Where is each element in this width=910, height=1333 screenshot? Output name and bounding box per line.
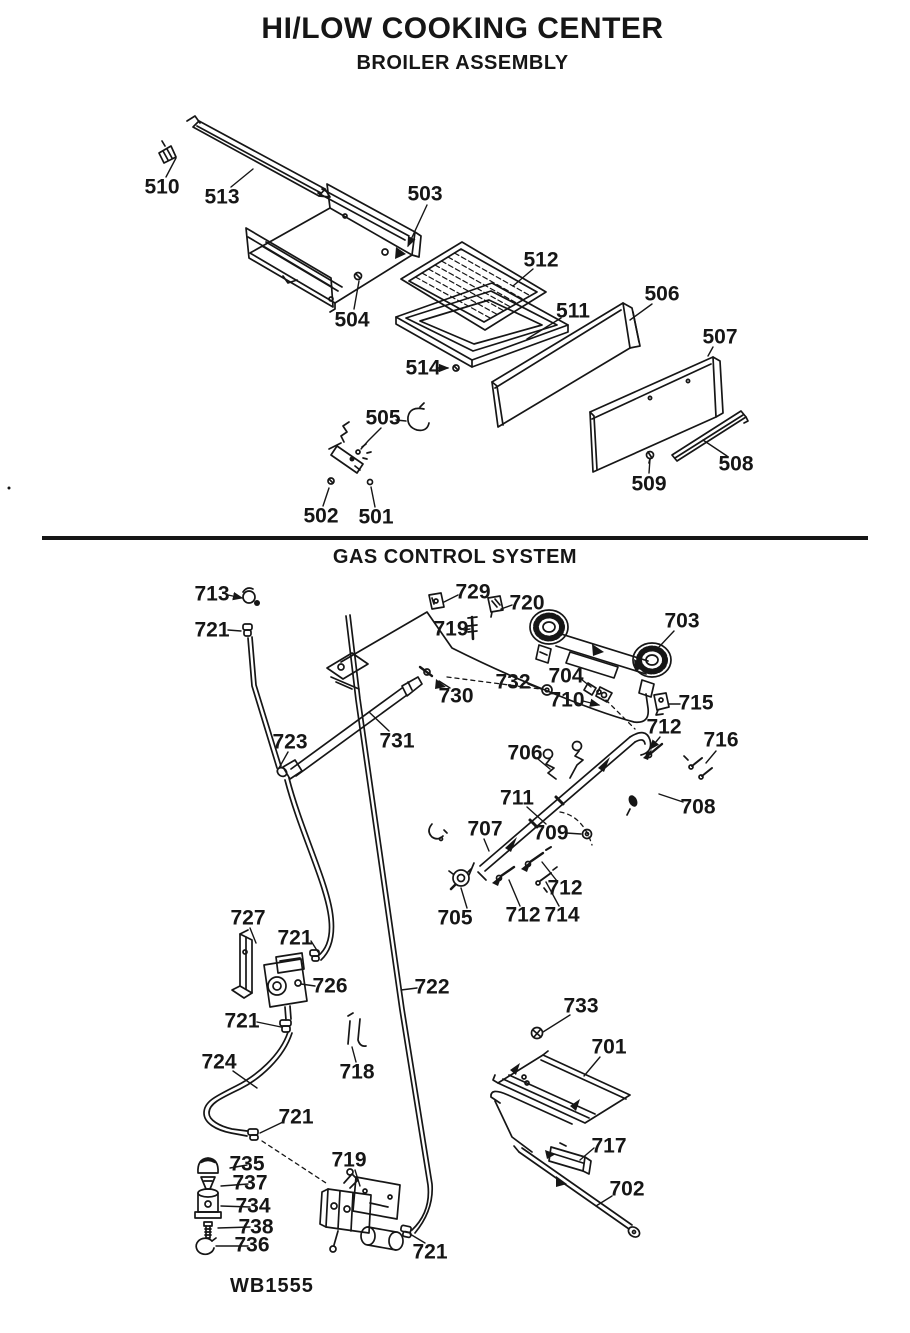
part-callout-511: 511 [556,299,590,323]
part-callout-702: 702 [609,1177,645,1201]
part-719-valve-body-art [320,1169,403,1252]
part-715-clip-art [654,693,669,715]
part-callout-717: 717 [591,1134,627,1158]
part-callout-722: 722 [414,975,450,999]
page-title: HI/LOW COOKING CENTER [261,12,664,45]
part-callout-712: 712 [505,903,541,927]
part-callout-710: 710 [549,688,585,712]
part-callout-506: 506 [644,282,680,306]
part-callout-731: 731 [379,729,415,753]
part-callout-507: 507 [702,325,738,349]
part-callout-719: 719 [331,1148,367,1172]
part-721-fitting-left-art [280,1020,291,1032]
part-callout-724: 724 [201,1050,237,1074]
part-710-tube-art [341,612,648,722]
section-title-gas-control: GAS CONTROL SYSTEM [332,546,578,568]
part-505-hook-art [408,403,429,430]
part-729-clip-art [429,593,444,609]
part-callout-706: 706 [507,741,543,765]
part-callout-711: 711 [500,786,534,810]
part-callout-737: 737 [232,1171,268,1195]
part-callout-707: 707 [467,817,503,841]
part-706-valve-stems-art [544,742,584,780]
part-callout-733: 733 [563,994,599,1018]
part-callout-718: 718 [339,1060,375,1084]
part-501-bracket-art [329,422,373,485]
part-718-clip-art [348,1013,366,1046]
stray-mark [8,487,11,490]
part-514-screw-art [453,365,459,371]
part-709-ring-art [583,830,592,839]
part-callout-723: 723 [272,730,308,754]
part-callout-502: 502 [303,504,339,528]
part-callout-505: 505 [365,406,401,430]
part-callout-716: 716 [703,728,739,752]
part-callout-512: 512 [523,248,559,272]
part-callout-513: 513 [204,185,240,209]
part-callout-514: 514 [405,356,441,380]
part-callout-705: 705 [437,906,473,930]
document-number: WB1555 [230,1275,314,1297]
part-callout-504: 504 [334,308,370,332]
part-callout-735: 735 [229,1152,265,1176]
part-callout-721: 721 [224,1009,260,1033]
part-721-fitting-mid-art [248,1129,258,1140]
part-callout-703: 703 [664,609,700,633]
part-callout-712: 712 [646,715,682,739]
part-callout-721: 721 [194,618,230,642]
part-502-screw-art [328,478,334,484]
part-721-fitting-top-art [243,624,252,636]
part-callout-719: 719 [433,617,469,641]
part-callout-709: 709 [533,821,569,845]
part-735-cap-art [198,1158,218,1173]
part-510-support-art [159,141,176,163]
part-733-screw-art [532,1028,543,1039]
part-707-clip-art [429,824,447,841]
part-callout-508: 508 [718,452,754,476]
part-721-fitting-valve-outlet-art [400,1225,411,1238]
part-716-screws-art [684,756,712,779]
part-callout-727: 727 [230,906,266,930]
part-callout-701: 701 [591,1035,627,1059]
part-callout-726: 726 [312,974,348,998]
part-callout-734: 734 [235,1194,271,1218]
part-738-screw-art [204,1222,212,1238]
part-511-pan-art [396,283,568,367]
part-callout-736: 736 [234,1233,270,1257]
part-callout-713: 713 [194,582,230,606]
part-callout-732: 732 [495,670,531,694]
section-divider [42,536,868,540]
part-708-fitting-art [627,794,639,815]
part-723-tube-art [248,637,288,778]
part-callout-738: 738 [238,1215,274,1239]
part-727-bracket-art [232,930,252,998]
part-704-fitting-art [584,683,612,702]
part-callout-509: 509 [631,472,667,496]
part-callout-510: 510 [144,175,180,199]
part-callout-714: 714 [544,903,580,927]
part-503-broiler-pan-art [246,184,421,312]
part-507-panel-art [590,357,723,472]
part-726-valve-art [264,953,307,1020]
part-callout-721: 721 [412,1240,448,1264]
part-callout-729: 729 [455,580,491,604]
part-713-clip-art [243,588,260,606]
part-711-manifold-art [469,733,651,880]
part-callout-721: 721 [278,1105,314,1129]
part-callout-708: 708 [680,795,716,819]
part-701-panel-art [493,1051,630,1123]
part-callout-704: 704 [548,664,584,688]
part-callout-720: 720 [509,591,545,615]
part-719-pin-art [468,617,477,639]
part-736-ring-art [196,1238,216,1254]
part-callout-721: 721 [277,926,313,950]
part-callout-715: 715 [678,691,714,715]
part-734-regulator-art [195,1189,221,1218]
part-callout-712: 712 [547,876,583,900]
part-callout-730: 730 [438,684,474,708]
part-callout-501: 501 [358,505,394,529]
part-705-nut-art [449,869,471,889]
part-callout-503: 503 [407,182,443,206]
part-737-washer-art [201,1177,215,1189]
section-title-broiler-assembly: BROILER ASSEMBLY [356,52,569,74]
